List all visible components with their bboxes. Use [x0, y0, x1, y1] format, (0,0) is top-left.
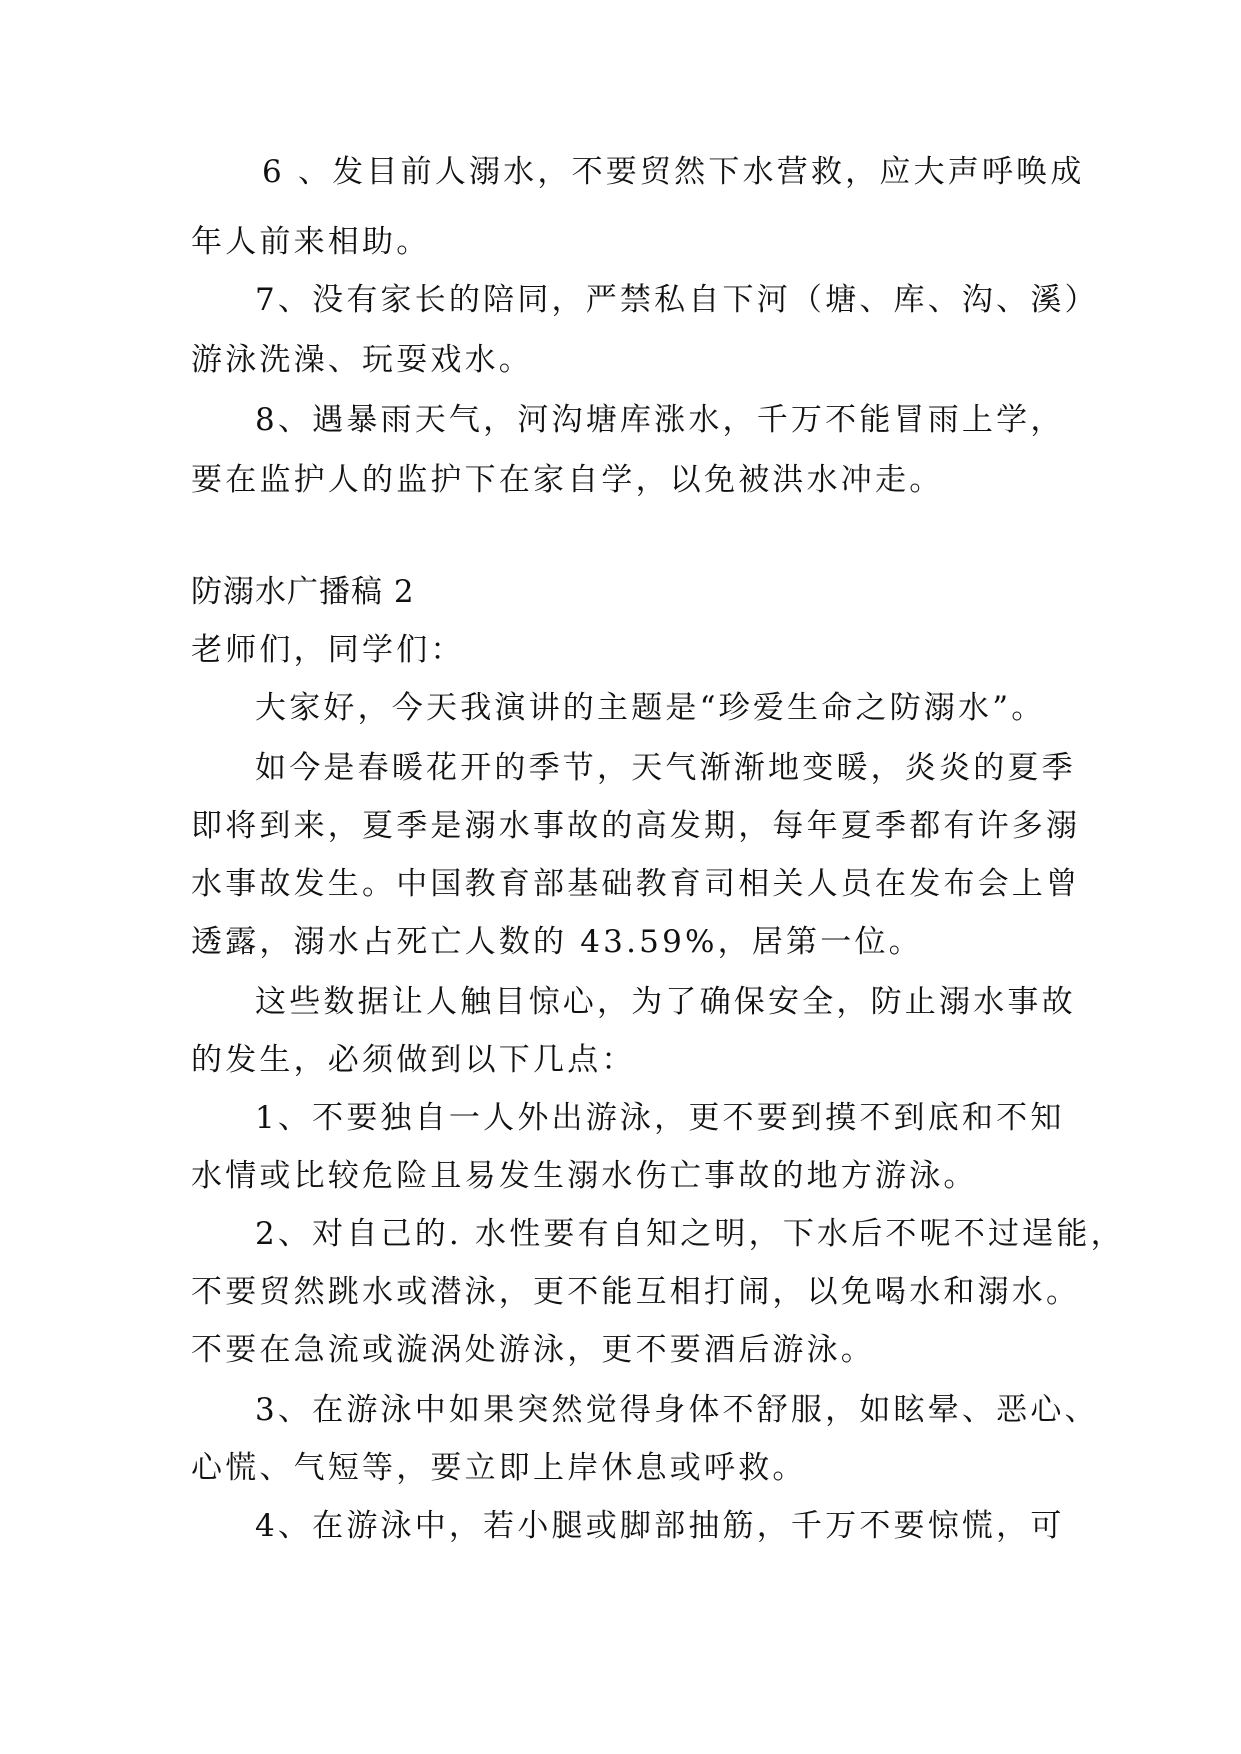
paragraph-line: 的发生，必须做到以下几点：	[191, 1042, 636, 1078]
section-heading: 防溺水广播稿 2	[191, 574, 415, 610]
paragraph-line: 心慌、气短等，要立即上岸休息或呼救。	[191, 1450, 807, 1486]
paragraph-line: 大家好，今天我演讲的主题是“珍爱生命之防溺水”。	[255, 690, 1046, 726]
paragraph-line: 水事故发生。中国教育部基础教育司相关人员在发布会上曾	[191, 866, 1081, 902]
salutation: 老师们，同学们：	[191, 632, 465, 668]
paragraph-line: 4、在游泳中，若小腿或脚部抽筋，千万不要惊慌，可	[255, 1508, 1065, 1544]
paragraph-line: 2、对自己的. 水性要有自知之明，下水后不呢不过逞能，	[255, 1216, 1125, 1252]
paragraph-line: 即将到来，夏季是溺水事故的高发期，每年夏季都有许多溺	[191, 808, 1081, 844]
paragraph-line: 6 、发目前人溺水，不要贸然下水营救，应大声呼唤成	[262, 154, 1085, 190]
paragraph-line: 水情或比较危险且易发生溺水伤亡事故的地方游泳。	[191, 1158, 978, 1194]
paragraph-line: 1、不要独自一人外出游泳，更不要到摸不到底和不知	[255, 1100, 1065, 1136]
paragraph-line: 要在监护人的监护下在家自学，以免被洪水冲走。	[191, 462, 944, 498]
paragraph-line: 游泳洗澡、玩耍戏水。	[191, 342, 533, 378]
paragraph-line: 7、没有家长的陪同，严禁私自下河（塘、库、沟、溪）	[255, 282, 1099, 318]
paragraph-line: 透露，溺水占死亡人数的 43.59%，居第一位。	[191, 924, 923, 960]
paragraph-line: 8、遇暴雨天气，河沟塘库涨水，千万不能冒雨上学，	[255, 402, 1065, 438]
paragraph-line: 这些数据让人触目惊心，为了确保安全，防止溺水事故	[255, 984, 1076, 1020]
paragraph-line: 3、在游泳中如果突然觉得身体不舒服，如眩晕、恶心、	[255, 1392, 1099, 1428]
paragraph-line: 如今是春暖花开的季节，天气渐渐地变暖，炎炎的夏季	[255, 750, 1076, 786]
paragraph-line: 不要在急流或漩涡处游泳，更不要酒后游泳。	[191, 1332, 875, 1368]
paragraph-line: 不要贸然跳水或潜泳，更不能互相打闹，以免喝水和溺水。	[191, 1274, 1081, 1310]
paragraph-line: 年人前来相助。	[191, 224, 431, 260]
